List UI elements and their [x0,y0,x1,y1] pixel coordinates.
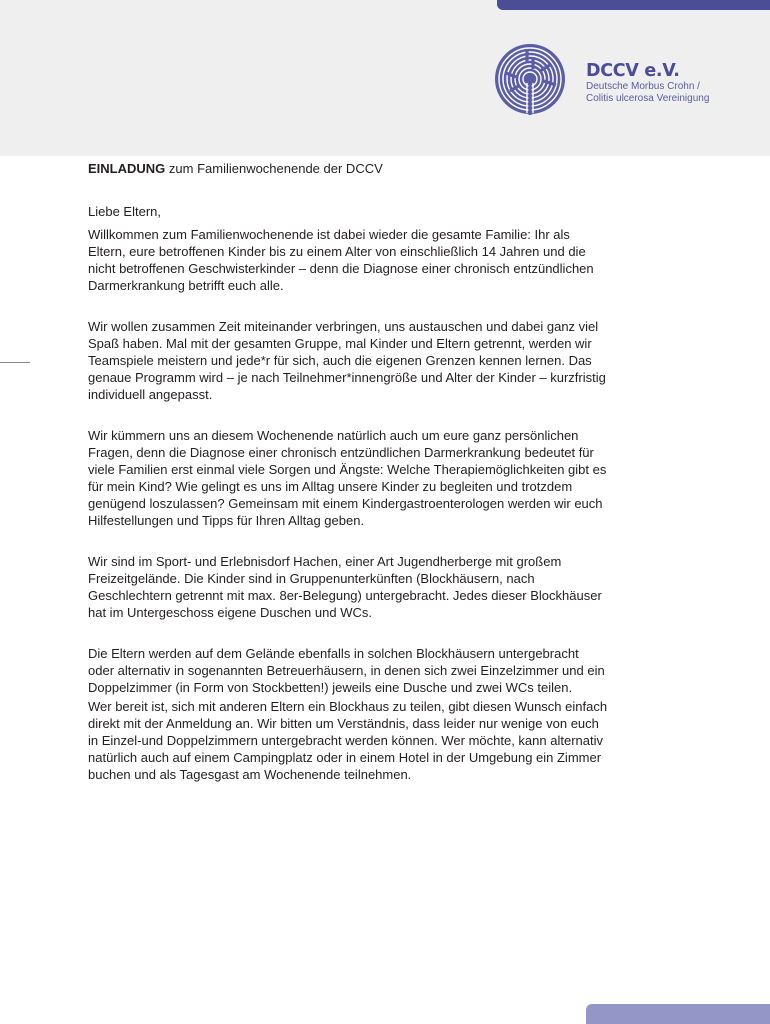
paragraph-parents-accommodation: Die Eltern werden auf dem Gelände ebenfalls in solchen Blockhäusern untergebracht oder alternativ in sogenannten Betreuerhäusern, in denen sich zwei Einzelzimmer und ein Doppelzimmer (in Form von Stockbetten!) jeweils eine Dusche und zwei WCs teilen. [88,646,605,695]
logo-title: DCCV e.V. [586,61,680,81]
paragraph-location: Wir sind im Sport- und Erlebnisdorf Hachen, einer Art Jugendherberge mit großem Freizeitgelände. Die Kinder sind in Gruppenunterkünften (Blockhäusern, nach Geschlechtern getrennt mit max. 8er-Belegung) untergebracht. Jedes dieser Blockhäuser hat im Untergeschoss eigene Duschen und WCs. [88,554,602,620]
paragraph-questions: Wir kümmern uns an diesem Wochenende natürlich auch um eure ganz persönlichen Fragen, denn die Diagnose einer chronisch entzündlichen Darmerkrankung bedeutet für viele Familien erst einmal viele Sorgen und Ängste: Welche Therapiemöglichkeiten gibt es für mein Kind? Wie gelingt es uns im Alltag unsere Kinder zu begleiten und trotzdem genügend loszulassen? Gemeinsam mit einem Kindergastroenterologen werden wir euch Hilfestellungen und Tipps für Ihren Alltag geben. [88,428,607,528]
paragraph-welcome: Willkommen zum Familienwochenende ist dabei wieder die gesamte Familie: Ihr als Eltern, eure betroffenen Kinder bis zu einem Alter von einschließlich 14 Jahren und die nicht betroffenen Geschwisterkinder – denn die Diagnose einer chronisch entzündlichen Darmerkrankung betrifft euch alle. [88,227,594,293]
letter-title [88,160,608,177]
paragraph-together: Wir wollen zusammen Zeit miteinander verbringen, uns austauschen und dabei ganz viel Spaß haben. Mal mit der gesamten Gruppe, mal Kinder und Eltern getrennt, werden wir Teamspiele meistern und jede*r für sich, auch die eigenen Grenzen kennen lernen. Das genaue Programm wird – je nach Teilnehmer*innengröße und Alter der Kinder – kurzfristig individuell angepasst. [88,319,606,402]
bottom-accent-bar [586,1004,770,1024]
fold-mark [0,362,30,363]
title-rest: zum Familienwochenende der DCCV [165,161,383,176]
title-bold: EINLADUNG [88,161,166,176]
dccv-logo [494,43,724,115]
labyrinth-logo-icon [494,43,566,115]
paragraph-sharing: Wer bereit ist, sich mit anderen Eltern ein Blockhaus zu teilen, gibt diesen Wunsch einfach direkt mit der Anmeldung an. Wir bitten um Verständnis, dass leider nur wenige von euch in Einzel-und Doppelzimmern untergebracht werden können. Wer möchte, kann alternativ natürlich auch auf einem Campingplatz oder in einem Hotel in der Umgebung ein Zimmer buchen und als Tagesgast am Wochenende teilnehmen. [88,699,608,782]
logo-wordmark [586,61,709,104]
logo-subtitle-1: Deutsche Morbus Crohn / [586,81,700,92]
logo-subtitle-2: Colitis ulcerosa Vereinigung [586,92,710,104]
top-accent-bar [497,0,770,10]
letter-body [88,160,608,783]
salutation: Liebe Eltern, [88,204,161,219]
